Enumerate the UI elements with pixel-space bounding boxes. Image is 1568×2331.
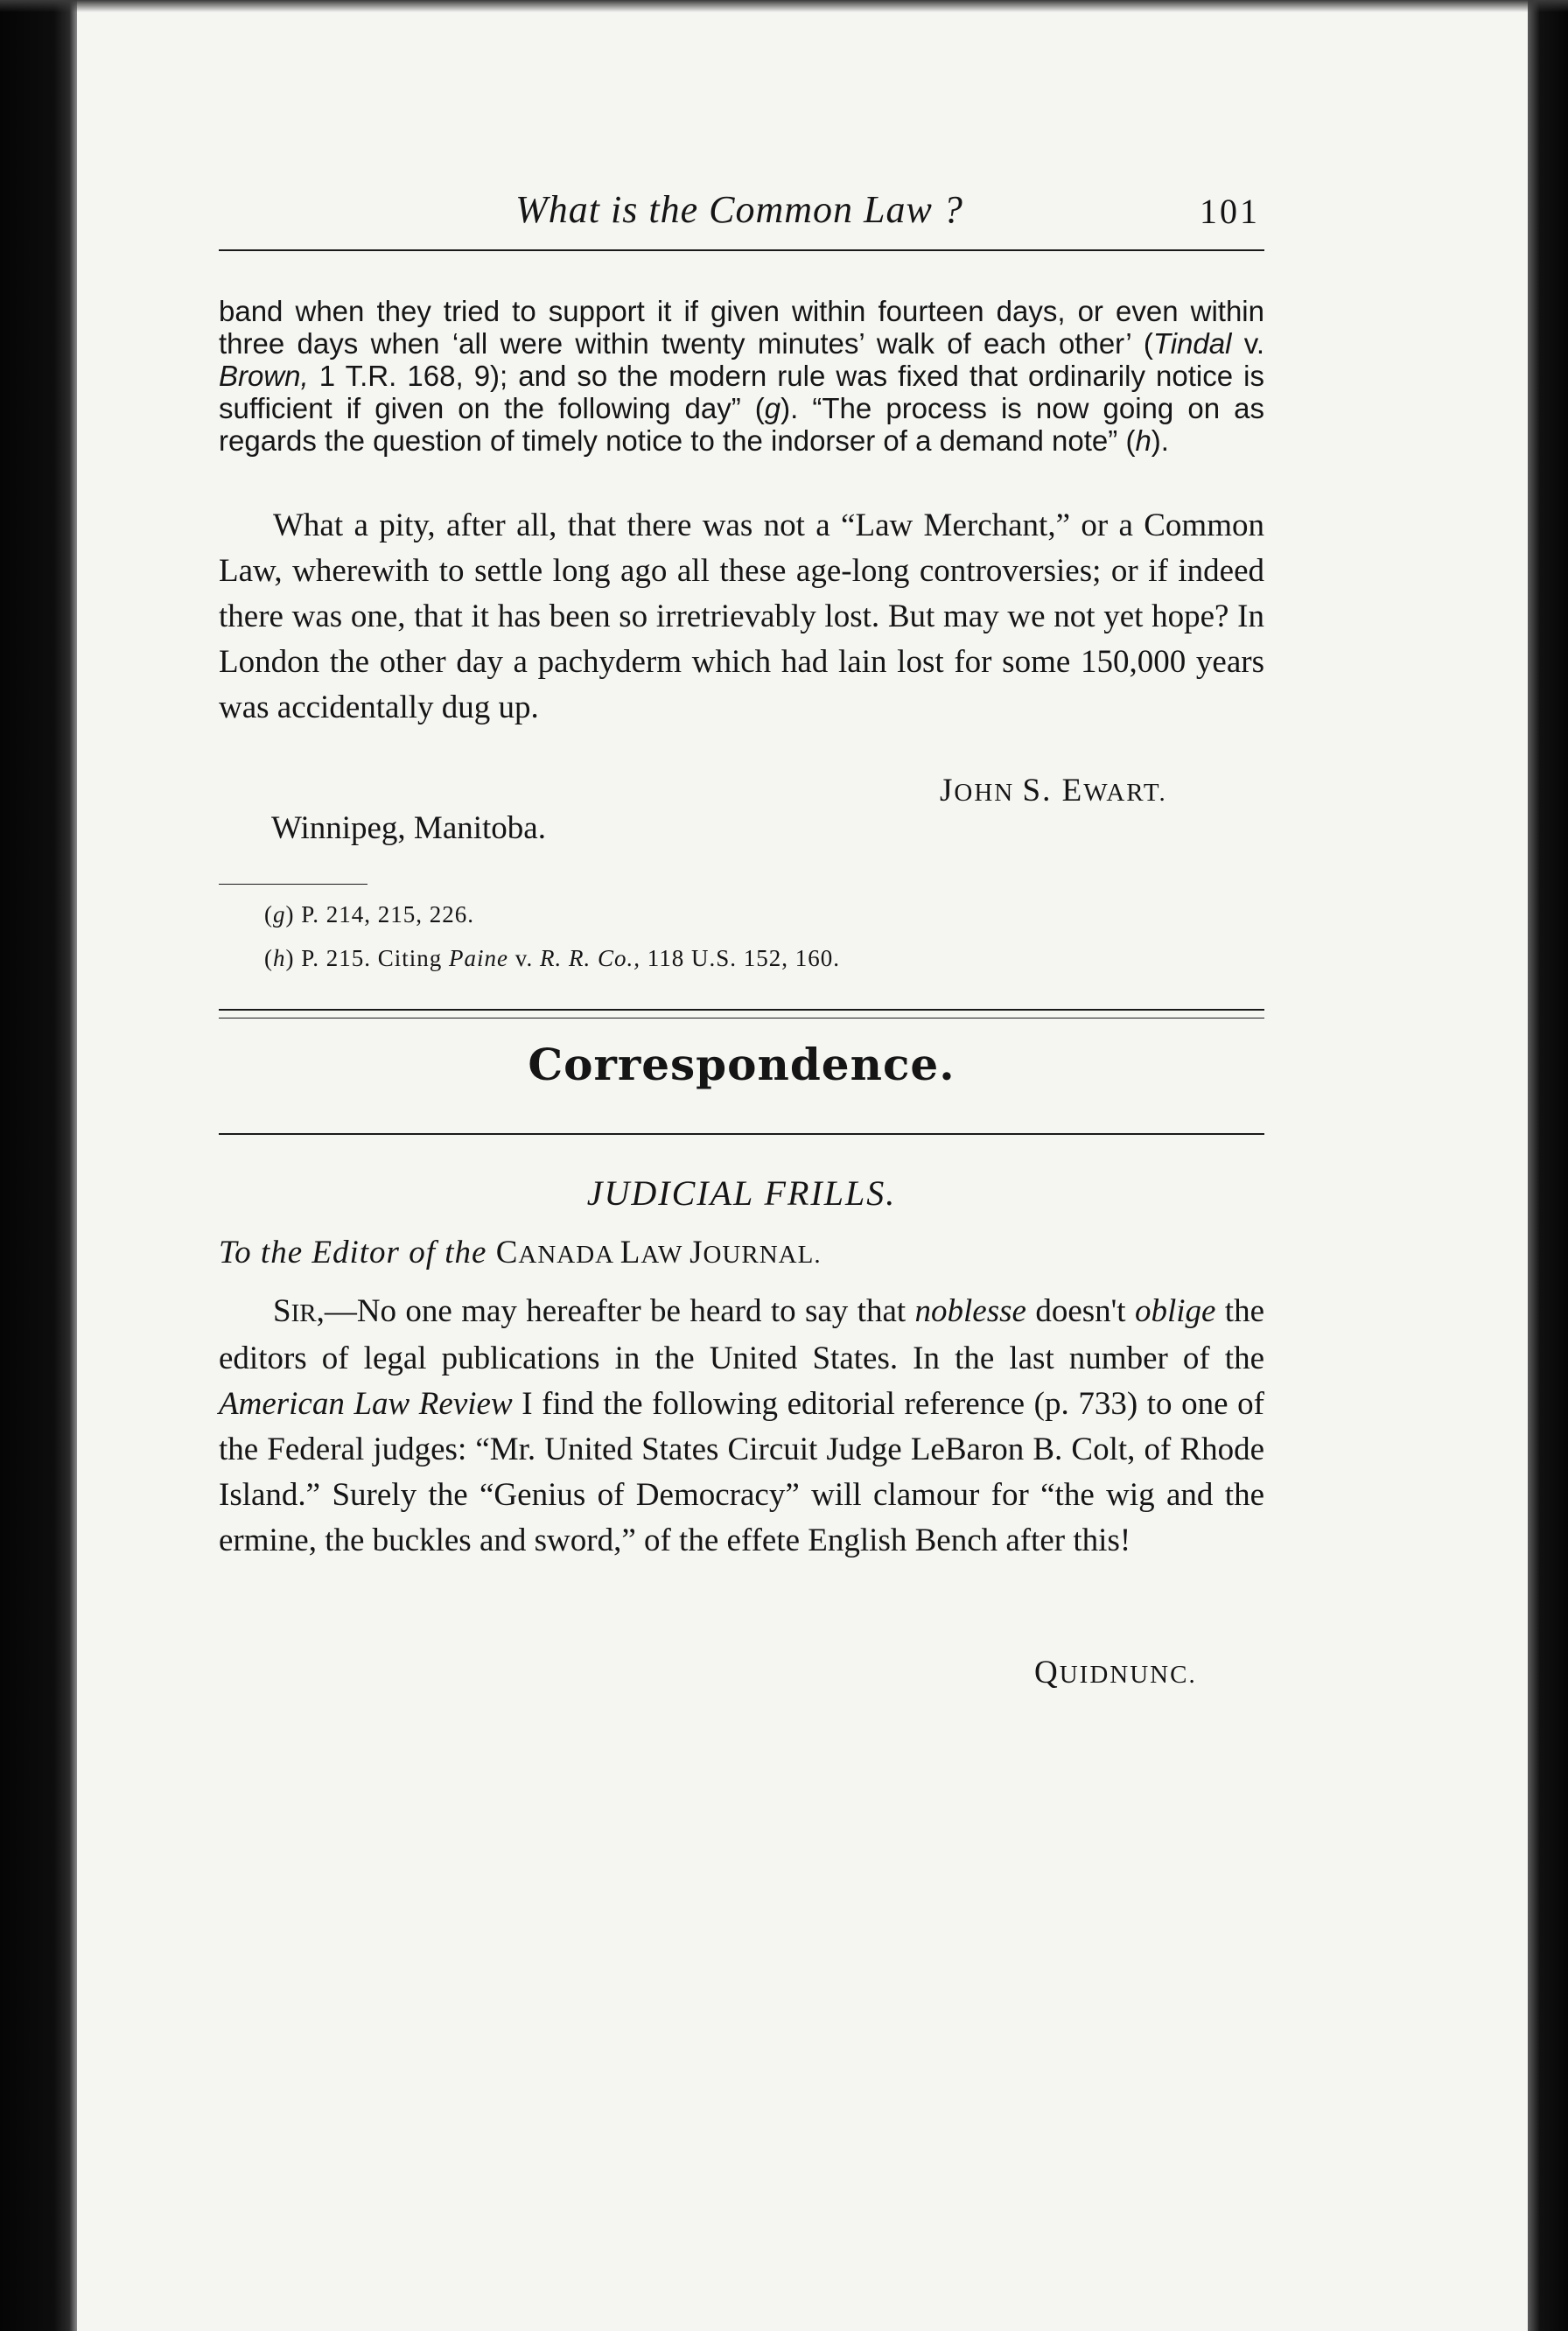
dateline-place: Winnipeg, Manitoba. [271, 810, 546, 846]
text-run: OHN [954, 779, 1023, 807]
text-run: h [273, 945, 286, 971]
salutation-text [219, 1235, 822, 1270]
text-run: C [495, 1235, 519, 1270]
running-title: What is the Common Law ? [515, 188, 963, 231]
text-run: ). “The process is now going on as regards the question of timely notice to the indorser of a demand note” ( [219, 392, 1264, 457]
page-number: 101 [1200, 192, 1260, 231]
text-run: R. R. Co., [540, 945, 641, 971]
paragraph-pity [219, 503, 1264, 731]
text-run: J [940, 773, 955, 808]
scan-right-edge [1528, 0, 1568, 2331]
paragraph-continued [219, 295, 1264, 457]
text-run: IR [290, 1299, 317, 1327]
footnote-h-text [264, 945, 840, 971]
salutation [219, 1234, 822, 1271]
footnote-h [264, 945, 840, 972]
text-run: band when they tried to support it if given within fourteen days, or even within three days when ‘all were within twenty minutes’ walk of each other’ ( [219, 295, 1264, 360]
text-run: the editors of legal publications in the United States. In the last number of the [219, 1293, 1264, 1376]
letter-body-text [219, 1293, 1264, 1558]
author-signature [940, 772, 1167, 809]
text-run: S [273, 1293, 291, 1329]
text-run: 1 T.R. 168, 9); and so the modern rule was fixed that ordinarily notice is sufficient if given on the following day” ( [219, 360, 1264, 424]
text-run: Q [1034, 1655, 1060, 1690]
footnote-g [264, 901, 474, 928]
text-run: S. E [1022, 773, 1084, 808]
header-rule [219, 249, 1264, 251]
text-run: v. [508, 945, 541, 971]
section-rule-bottom [219, 1133, 1264, 1135]
running-header [219, 184, 1260, 236]
text-run: AW [640, 1241, 690, 1269]
paragraph-continued-text [219, 295, 1264, 457]
text-run: Tindal [1152, 327, 1232, 360]
text-run: g [273, 901, 286, 928]
text-run: oblige [1134, 1293, 1216, 1329]
section-rule-top [219, 1009, 1264, 1011]
scan-top-edge [0, 0, 1568, 12]
text-run: ). [1151, 424, 1169, 457]
text-run: noblesse [914, 1293, 1026, 1329]
text-run: I find the following editorial reference (p. 733) to one of the Federal judges: “Mr. United States Circuit Judge LeBaron B. Colt, of Rhode Island.” Surely the “Genius of Democracy” will clamour for “the wig and the ermine, the buckles and sword,” of the effete English Bench after this! [219, 1386, 1264, 1558]
scan-left-edge [0, 0, 77, 2331]
text-run: ( [264, 945, 273, 971]
text-run: ,—No one may hereafter be heard to say that [316, 1293, 915, 1329]
author-signature-text [940, 773, 1167, 808]
article-title: JUDICIAL FRILLS. [586, 1173, 897, 1213]
text-run: L [620, 1235, 641, 1270]
text-run: ( [264, 901, 273, 928]
section-title: Correspondence. [528, 1039, 956, 1090]
text-run: OURNAL. [703, 1241, 822, 1269]
text-run: American Law Review [219, 1386, 513, 1422]
text-run: Paine [449, 945, 509, 971]
letter-body [219, 1289, 1264, 1564]
text-run: doesn't [1026, 1293, 1135, 1329]
paragraph-pity-text: What a pity, after all, that there was not a “Law Merchant,” or a Common Law, wherewith to settle long ago all these age-long controversies; or if indeed there was one, that it has been so irretrievably lost. But may we not yet hope? In London the other day a pachyderm which had lain lost for some 150,000 years was accidentally dug up. [219, 508, 1264, 725]
text-run: ) P. 215. Citing [285, 945, 450, 971]
letter-signature [1034, 1654, 1197, 1691]
text-run: WART. [1083, 779, 1167, 807]
text-run: ANADA [518, 1241, 620, 1269]
text-run: g [764, 392, 781, 424]
text-run: ) P. 214, 215, 226. [285, 901, 475, 928]
text-run: v. [1231, 327, 1264, 360]
text-run: Brown, [219, 360, 309, 392]
footnote-g-text [264, 901, 474, 928]
text-run: UIDNUNC. [1059, 1661, 1197, 1689]
text-run: h [1135, 424, 1152, 457]
text-run: 118 U.S. 152, 160. [640, 945, 841, 971]
text-run: To the Editor of the [219, 1235, 496, 1270]
letter-signature-text [1034, 1655, 1197, 1690]
text-run: J [690, 1235, 704, 1270]
footnote-rule [219, 884, 368, 885]
